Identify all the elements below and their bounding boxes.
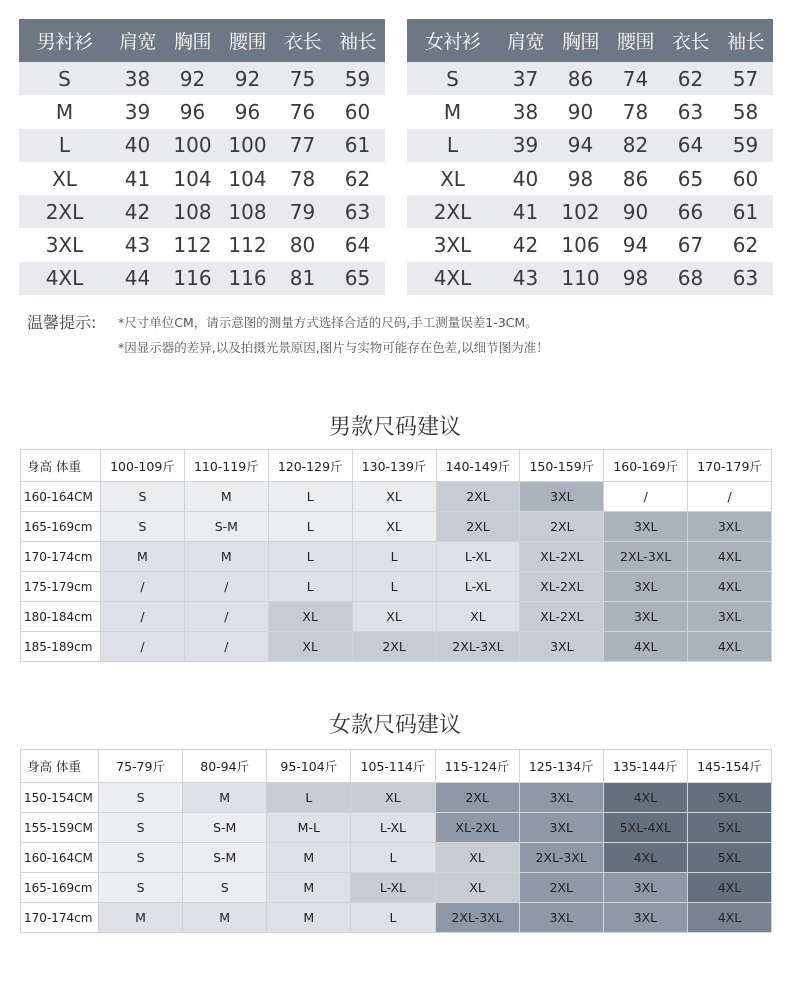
women-shirt-row — [407, 129, 773, 162]
men-rec-size-cell: M — [101, 542, 185, 572]
women-shirt-cell: 106 — [561, 233, 600, 258]
men-shirt-row — [19, 62, 385, 95]
men-shirt-cell: L — [19, 129, 110, 162]
women-rec-size-cell: 2XL — [435, 783, 519, 813]
men-rec-weight-header: 100-109斤 — [101, 450, 185, 482]
men-rec-row — [21, 632, 772, 662]
men-shirt-cell: 81 — [275, 262, 330, 295]
women-rec-size-cell: M — [267, 843, 351, 873]
men-rec-size-cell: L — [268, 482, 352, 512]
women-rec-size-cell: S — [99, 813, 183, 843]
women-rec-size-cell: 3XL — [603, 873, 687, 903]
men-rec-size-cell: XL-2XL — [520, 572, 604, 602]
women-shirt-row — [407, 95, 773, 128]
men-rec-size-cell: 2XL-3XL — [436, 632, 520, 662]
men-rec-corner-cell: 身高 体重 — [21, 450, 101, 482]
women-rec-corner-cell: 身高 体重 — [21, 750, 99, 783]
women-rec-size-cell: 3XL — [603, 903, 687, 933]
men-shirt-cell: 76 — [289, 99, 316, 124]
women-rec-size-cell: 3XL — [519, 903, 603, 933]
men-shirt-cell: 59 — [330, 62, 385, 95]
women-shirt-cell: 38 — [512, 99, 539, 124]
women-shirt-header-cell: 衣长 — [663, 19, 718, 62]
men-shirt-cell: 100 — [165, 129, 220, 162]
women-shirt-header-cell: 女衬衫 — [407, 19, 498, 62]
women-shirt-cell: 66 — [663, 195, 718, 228]
women-shirt-cell: 42 — [512, 233, 539, 258]
men-rec-size-cell: 2XL — [436, 482, 520, 512]
women-shirt-cell: 37 — [498, 62, 553, 95]
women-shirt-header-cell: 肩宽 — [498, 19, 553, 62]
women-shirt-row — [407, 162, 773, 195]
women-rec-row — [21, 783, 772, 813]
men-shirt-cell: 79 — [275, 195, 330, 228]
women-shirt-cell: S — [407, 62, 498, 95]
women-shirt-cell: 41 — [498, 195, 553, 228]
women-rec-size-cell: L-XL — [351, 813, 435, 843]
men-rec-size-cell: L — [352, 572, 436, 602]
women-shirt-cell: 64 — [663, 129, 718, 162]
men-shirt-cell: 60 — [344, 99, 371, 124]
men-rec-size-cell: L-XL — [436, 572, 520, 602]
men-shirt-cell: 80 — [289, 233, 316, 258]
men-rec-size-cell: 3XL — [604, 512, 688, 542]
men-rec-height-cell: 175-179cm — [21, 572, 101, 602]
women-rec-size-cell: L — [351, 903, 435, 933]
men-shirt-cell: 77 — [275, 129, 330, 162]
men-shirt-row — [19, 195, 385, 228]
men-rec-size-cell: XL — [268, 602, 352, 632]
women-rec-height-cell: 155-159CM — [21, 813, 99, 843]
women-shirt-cell: 57 — [718, 62, 773, 95]
men-shirt-cell: 108 — [165, 195, 220, 228]
men-shirt-cell: 96 — [179, 99, 206, 124]
men-rec-size-cell: / — [604, 482, 688, 512]
women-shirt-cell: 98 — [567, 166, 594, 191]
women-shirt-cell: L — [407, 129, 498, 162]
women-shirt-cell: 94 — [622, 233, 649, 258]
men-rec-size-cell: XL — [436, 602, 520, 632]
men-rec-size-cell: XL — [352, 482, 436, 512]
men-shirt-cell: 62 — [344, 166, 371, 191]
men-shirt-cell: 61 — [330, 129, 385, 162]
men-shirt-cell: 108 — [220, 195, 275, 228]
women-shirt-cell: 90 — [608, 195, 663, 228]
men-shirt-header-cell: 腰围 — [220, 19, 275, 62]
men-rec-weight-header: 160-169斤 — [604, 450, 688, 482]
men-rec-size-cell: M — [184, 482, 268, 512]
men-rec-row — [21, 542, 772, 572]
women-shirt-cell: 2XL — [407, 195, 498, 228]
women-rec-size-cell: 2XL — [519, 873, 603, 903]
men-rec-size-cell: 3XL — [604, 602, 688, 632]
women-rec-size-cell: 5XL — [687, 843, 771, 873]
men-rec-size-cell: 3XL — [520, 632, 604, 662]
men-rec-size-cell: L — [268, 512, 352, 542]
men-rec-size-cell: 3XL — [688, 512, 772, 542]
men-rec-row — [21, 602, 772, 632]
men-rec-weight-header: 140-149斤 — [436, 450, 520, 482]
men-rec-size-cell: S — [101, 512, 185, 542]
men-rec-size-cell: S — [101, 482, 185, 512]
women-shirt-cell: 98 — [608, 262, 663, 295]
women-shirt-row — [407, 195, 773, 228]
men-shirt-cell: 41 — [124, 166, 151, 191]
women-rec-size-cell: S-M — [183, 813, 267, 843]
men-shirt-cell: 100 — [220, 129, 275, 162]
men-shirt-row — [19, 162, 385, 195]
men-shirt-cell: 92 — [220, 62, 275, 95]
men-rec-size-cell: 4XL — [688, 572, 772, 602]
men-shirt-cell: 44 — [110, 262, 165, 295]
women-rec-size-cell: 4XL — [603, 843, 687, 873]
women-shirt-cell: 110 — [553, 262, 608, 295]
men-shirt-header-cell: 袖长 — [330, 19, 385, 62]
men-rec-size-cell: / — [101, 602, 185, 632]
women-rec-size-cell: S — [99, 783, 183, 813]
women-shirt-cell: 68 — [663, 262, 718, 295]
men-rec-height-cell: 180-184cm — [21, 602, 101, 632]
tips-line-2: *因显示器的差异,以及拍摄光景原因,图片与实物可能存在色差,以细节图为准！ — [118, 340, 549, 355]
women-shirt-cell: 62 — [732, 233, 759, 258]
women-shirt-cell: 58 — [732, 99, 759, 124]
women-shirt-cell: 74 — [608, 62, 663, 95]
women-rec-weight-header: 80-94斤 — [183, 750, 267, 783]
men-shirt-size-table — [19, 19, 385, 295]
women-shirt-cell: 40 — [512, 166, 539, 191]
women-rec-weight-header: 105-114斤 — [351, 750, 435, 783]
men-rec-size-cell: 2XL — [436, 512, 520, 542]
women-shirt-cell: 39 — [498, 129, 553, 162]
men-shirt-cell: 92 — [165, 62, 220, 95]
women-rec-size-cell: XL — [435, 873, 519, 903]
men-shirt-cell: 39 — [124, 99, 151, 124]
women-rec-weight-header: 75-79斤 — [99, 750, 183, 783]
women-rec-row — [21, 813, 772, 843]
men-rec-size-cell: XL — [352, 602, 436, 632]
men-rec-row — [21, 572, 772, 602]
men-rec-size-cell: 2XL-3XL — [604, 542, 688, 572]
men-shirt-cell: XL — [52, 166, 77, 191]
men-size-recommendation-table — [20, 449, 772, 662]
men-rec-weight-header: 170-179斤 — [688, 450, 772, 482]
men-rec-size-cell: / — [101, 632, 185, 662]
women-rec-size-cell: M — [267, 903, 351, 933]
men-rec-row — [21, 512, 772, 542]
women-rec-size-cell: XL — [351, 783, 435, 813]
men-shirt-cell: 104 — [173, 166, 212, 191]
men-rec-size-cell: XL — [268, 632, 352, 662]
men-rec-title: 男款尺码建议 — [328, 415, 461, 440]
women-rec-weight-header: 95-104斤 — [267, 750, 351, 783]
women-rec-weight-header: 125-134斤 — [519, 750, 603, 783]
men-rec-height-cell: 170-174cm — [21, 542, 101, 572]
women-shirt-cell: 67 — [677, 233, 704, 258]
men-rec-size-cell: L — [268, 542, 352, 572]
women-rec-size-cell: M-L — [267, 813, 351, 843]
women-rec-size-cell: 2XL-3XL — [519, 843, 603, 873]
men-rec-row — [21, 482, 772, 512]
men-shirt-cell: 65 — [330, 262, 385, 295]
men-rec-size-cell: 2XL — [520, 512, 604, 542]
women-rec-size-cell: 4XL — [687, 903, 771, 933]
women-shirt-cell: 65 — [677, 166, 704, 191]
women-rec-weight-header: 115-124斤 — [435, 750, 519, 783]
tips-label: 温馨提示: — [27, 313, 97, 332]
women-rec-size-cell: 4XL — [687, 873, 771, 903]
women-rec-size-cell: 2XL-3XL — [435, 903, 519, 933]
women-shirt-header-cell: 胸围 — [553, 19, 608, 62]
women-shirt-header-row — [407, 19, 773, 62]
men-shirt-cell: 112 — [228, 233, 267, 258]
women-rec-size-cell: S — [99, 873, 183, 903]
women-rec-row — [21, 843, 772, 873]
women-shirt-cell: 90 — [567, 99, 594, 124]
men-rec-weight-header: 120-129斤 — [268, 450, 352, 482]
women-shirt-cell: 60 — [732, 166, 759, 191]
men-shirt-cell: 42 — [110, 195, 165, 228]
women-rec-height-cell: 150-154CM — [21, 783, 99, 813]
women-shirt-cell: XL — [440, 166, 465, 191]
men-shirt-cell: 104 — [228, 166, 267, 191]
men-rec-header-row — [21, 450, 772, 482]
men-shirt-cell: 116 — [220, 262, 275, 295]
men-shirt-cell: 116 — [165, 262, 220, 295]
men-rec-size-cell: 4XL — [688, 632, 772, 662]
men-shirt-header-cell: 胸围 — [165, 19, 220, 62]
women-rec-title: 女款尺码建议 — [328, 713, 461, 738]
men-shirt-cell: 4XL — [19, 262, 110, 295]
women-rec-weight-header: 135-144斤 — [603, 750, 687, 783]
men-rec-height-cell: 160-164CM — [21, 482, 101, 512]
women-shirt-cell: 3XL — [433, 233, 472, 258]
women-rec-height-cell: 160-164CM — [21, 843, 99, 873]
men-shirt-cell: 3XL — [45, 233, 84, 258]
men-rec-weight-header: 110-119斤 — [184, 450, 268, 482]
women-rec-size-cell: S-M — [183, 843, 267, 873]
men-rec-size-cell: XL — [352, 512, 436, 542]
men-shirt-header-cell: 肩宽 — [110, 19, 165, 62]
women-shirt-cell: 94 — [553, 129, 608, 162]
women-rec-size-cell: S — [99, 843, 183, 873]
men-rec-size-cell: / — [184, 572, 268, 602]
men-rec-size-cell: 3XL — [604, 572, 688, 602]
men-shirt-cell: 96 — [234, 99, 261, 124]
men-rec-size-cell: L-XL — [436, 542, 520, 572]
women-rec-size-cell: 3XL — [519, 813, 603, 843]
women-rec-size-cell: L — [267, 783, 351, 813]
women-rec-size-cell: L — [351, 843, 435, 873]
women-shirt-cell: 59 — [718, 129, 773, 162]
men-rec-size-cell: / — [688, 482, 772, 512]
men-rec-size-cell: 2XL — [352, 632, 436, 662]
women-shirt-cell: M — [443, 99, 462, 124]
men-shirt-cell: 75 — [275, 62, 330, 95]
men-shirt-cell: 2XL — [19, 195, 110, 228]
men-rec-size-cell: M — [184, 542, 268, 572]
women-rec-size-cell: 4XL — [603, 783, 687, 813]
women-shirt-header-cell: 袖长 — [718, 19, 773, 62]
men-shirt-cell: 63 — [330, 195, 385, 228]
women-rec-size-cell: S — [183, 873, 267, 903]
women-shirt-cell: 61 — [718, 195, 773, 228]
women-rec-size-cell: XL-2XL — [435, 813, 519, 843]
men-rec-size-cell: / — [184, 602, 268, 632]
men-rec-size-cell: 3XL — [688, 602, 772, 632]
men-rec-size-cell: S-M — [184, 512, 268, 542]
men-shirt-row — [19, 262, 385, 295]
women-rec-size-cell: M — [183, 903, 267, 933]
women-shirt-cell: 86 — [553, 62, 608, 95]
men-rec-size-cell: 4XL — [604, 632, 688, 662]
men-rec-size-cell: L — [352, 542, 436, 572]
women-rec-size-cell: M — [99, 903, 183, 933]
women-rec-size-cell: XL — [435, 843, 519, 873]
men-shirt-header-row — [19, 19, 385, 62]
men-shirt-cell: 64 — [344, 233, 371, 258]
men-rec-size-cell: L — [268, 572, 352, 602]
men-shirt-cell: 43 — [124, 233, 151, 258]
men-rec-weight-header: 150-159斤 — [520, 450, 604, 482]
women-rec-size-cell: L-XL — [351, 873, 435, 903]
women-rec-size-cell: M — [183, 783, 267, 813]
women-shirt-cell: 82 — [608, 129, 663, 162]
women-shirt-cell: 78 — [622, 99, 649, 124]
men-shirt-cell: 40 — [110, 129, 165, 162]
women-rec-weight-header: 145-154斤 — [687, 750, 771, 783]
men-shirt-cell: S — [19, 62, 110, 95]
men-shirt-cell: 112 — [173, 233, 212, 258]
women-rec-size-cell: M — [267, 873, 351, 903]
men-rec-size-cell: XL-2XL — [520, 542, 604, 572]
women-rec-size-cell: 5XL-4XL — [603, 813, 687, 843]
men-rec-height-cell: 185-189cm — [21, 632, 101, 662]
men-shirt-row — [19, 228, 385, 261]
women-shirt-cell: 63 — [677, 99, 704, 124]
men-shirt-cell: 78 — [289, 166, 316, 191]
men-shirt-header-cell: 男衬衫 — [19, 19, 110, 62]
men-shirt-cell: 38 — [110, 62, 165, 95]
women-shirt-row — [407, 262, 773, 295]
women-rec-height-cell: 165-169cm — [21, 873, 99, 903]
women-size-recommendation-table — [20, 749, 772, 933]
women-rec-size-cell: 3XL — [519, 783, 603, 813]
tips-line-1: *尺寸单位CM，请示意图的测量方式选择合适的尺码,手工测量误差1-3CM。 — [118, 315, 538, 330]
women-shirt-header-cell: 腰围 — [608, 19, 663, 62]
women-shirt-cell: 63 — [718, 262, 773, 295]
men-shirt-cell: M — [55, 99, 74, 124]
men-rec-size-cell: 3XL — [520, 482, 604, 512]
men-shirt-row — [19, 129, 385, 162]
women-shirt-row — [407, 228, 773, 261]
men-rec-size-cell: XL-2XL — [520, 602, 604, 632]
men-rec-size-cell: / — [184, 632, 268, 662]
men-rec-weight-header: 130-139斤 — [352, 450, 436, 482]
women-shirt-cell: 62 — [663, 62, 718, 95]
women-shirt-row — [407, 62, 773, 95]
women-rec-height-cell: 170-174cm — [21, 903, 99, 933]
men-rec-size-cell: 4XL — [688, 542, 772, 572]
women-shirt-cell: 86 — [622, 166, 649, 191]
women-shirt-cell: 102 — [553, 195, 608, 228]
women-rec-size-cell: 5XL — [687, 783, 771, 813]
women-rec-size-cell: 5XL — [687, 813, 771, 843]
women-shirt-cell: 43 — [498, 262, 553, 295]
women-rec-header-row — [21, 750, 772, 783]
men-rec-height-cell: 165-169cm — [21, 512, 101, 542]
women-rec-row — [21, 873, 772, 903]
women-shirt-cell: 4XL — [407, 262, 498, 295]
women-rec-row — [21, 903, 772, 933]
men-shirt-row — [19, 95, 385, 128]
men-rec-size-cell: / — [101, 572, 185, 602]
women-shirt-size-table — [407, 19, 773, 295]
men-shirt-header-cell: 衣长 — [275, 19, 330, 62]
